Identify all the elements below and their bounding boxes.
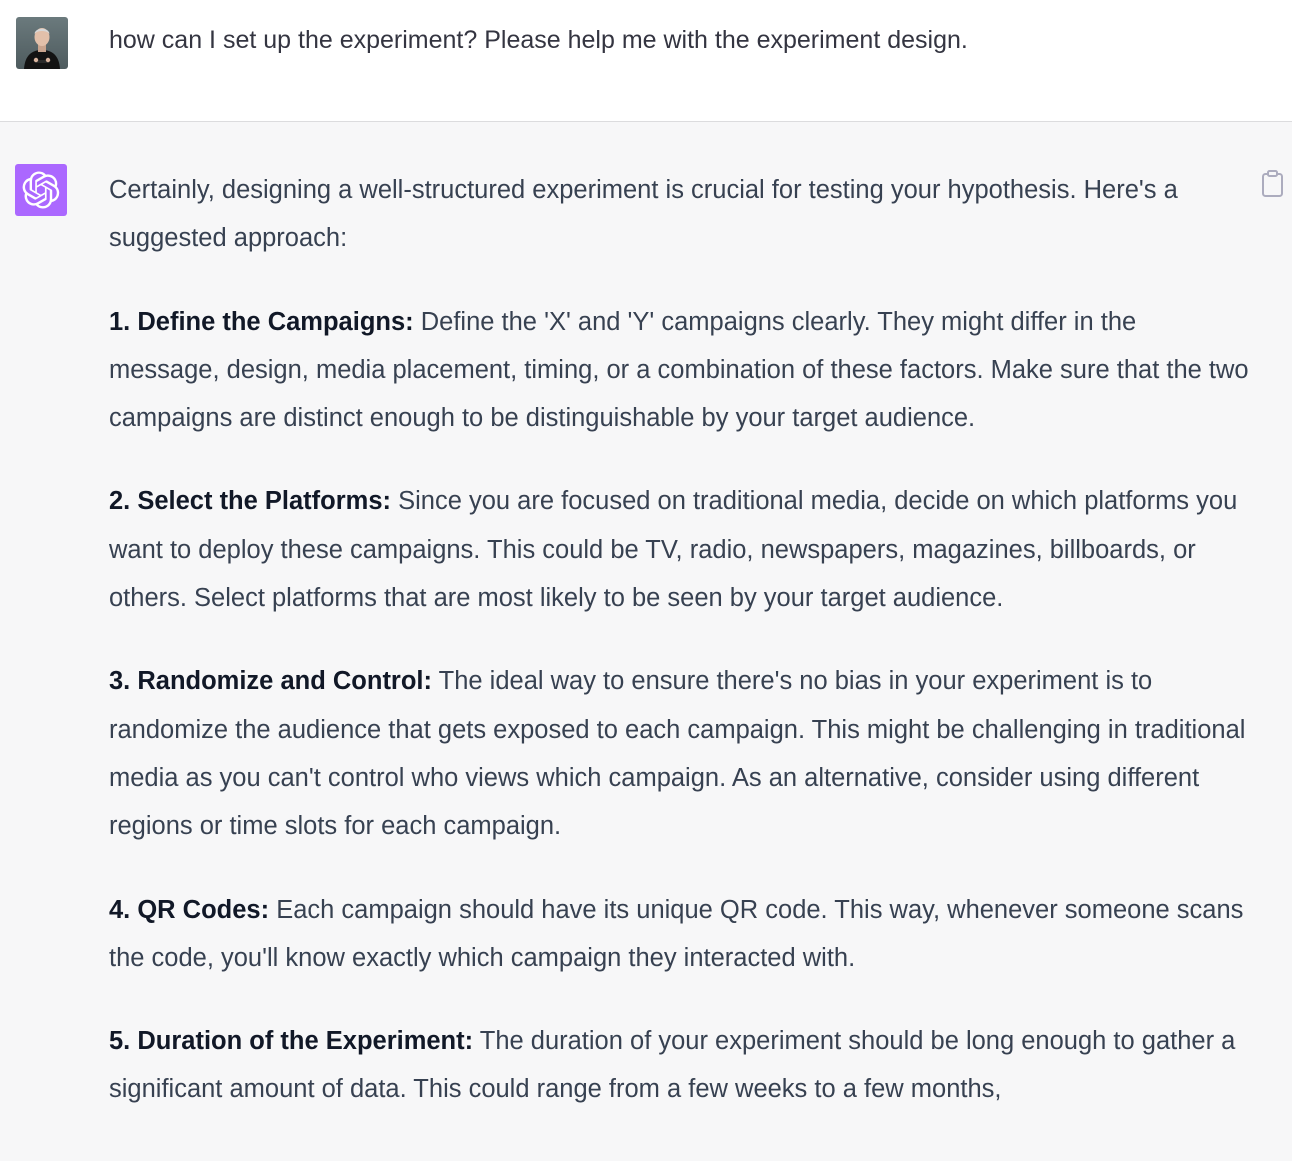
user-avatar bbox=[16, 17, 68, 69]
step-item bbox=[109, 298, 1249, 443]
step-title: 1. Define the Campaigns: bbox=[109, 307, 414, 336]
step-text: Since you are focused on traditional media, decide on which platforms you want to deploy these campaigns. This could be TV, radio, newspapers, magazines, billboards, or others. Select platforms that are most likely to be seen by your target audience. bbox=[109, 487, 1238, 613]
step-title: 4. QR Codes: bbox=[109, 895, 270, 924]
step-item bbox=[109, 657, 1249, 850]
openai-logo-icon bbox=[22, 171, 60, 209]
step-title: 5. Duration of the Experiment: bbox=[109, 1027, 474, 1056]
copy-button[interactable] bbox=[1259, 169, 1287, 199]
step-text: Define the 'X' and 'Y' campaigns clearly. They might differ in the message, design, media placement, timing, or a combination of these factors. Make sure that the two campaigns are distinct enough to be distinguishable by your target audience. bbox=[109, 307, 1249, 433]
step-text: The duration of your experiment should be long enough to gather a significant amount of data. This could range from a few weeks to a few months, bbox=[109, 1027, 1236, 1104]
step-title: 2. Select the Platforms: bbox=[109, 487, 392, 516]
user-message-text: how can I set up the experiment? Please help me with the experiment design. bbox=[109, 26, 968, 54]
assistant-message-content bbox=[109, 166, 1249, 1149]
step-item bbox=[109, 477, 1249, 622]
user-message-row bbox=[0, 0, 1292, 122]
user-photo-avatar-icon bbox=[16, 17, 68, 69]
step-text: Each campaign should have its unique QR code. This way, whenever someone scans the code, you'll know exactly which campaign they interacted with. bbox=[109, 895, 1244, 972]
step-item bbox=[109, 1017, 1249, 1114]
clipboard-icon bbox=[1259, 169, 1287, 199]
assistant-avatar bbox=[15, 164, 67, 216]
step-text: The ideal way to ensure there's no bias in your experiment is to randomize the audience that gets exposed to each campaign. This might be challenging in traditional media as you can't control who views which campaign. As an alternative, consider using different regions or time slots for each campaign. bbox=[109, 667, 1246, 841]
step-item bbox=[109, 886, 1249, 983]
assistant-message-row bbox=[0, 122, 1292, 1161]
step-title: 3. Randomize and Control: bbox=[109, 667, 433, 696]
assistant-intro: Certainly, designing a well-structured experiment is crucial for testing your hypothesis. Here's a suggested approach: bbox=[109, 176, 1178, 253]
